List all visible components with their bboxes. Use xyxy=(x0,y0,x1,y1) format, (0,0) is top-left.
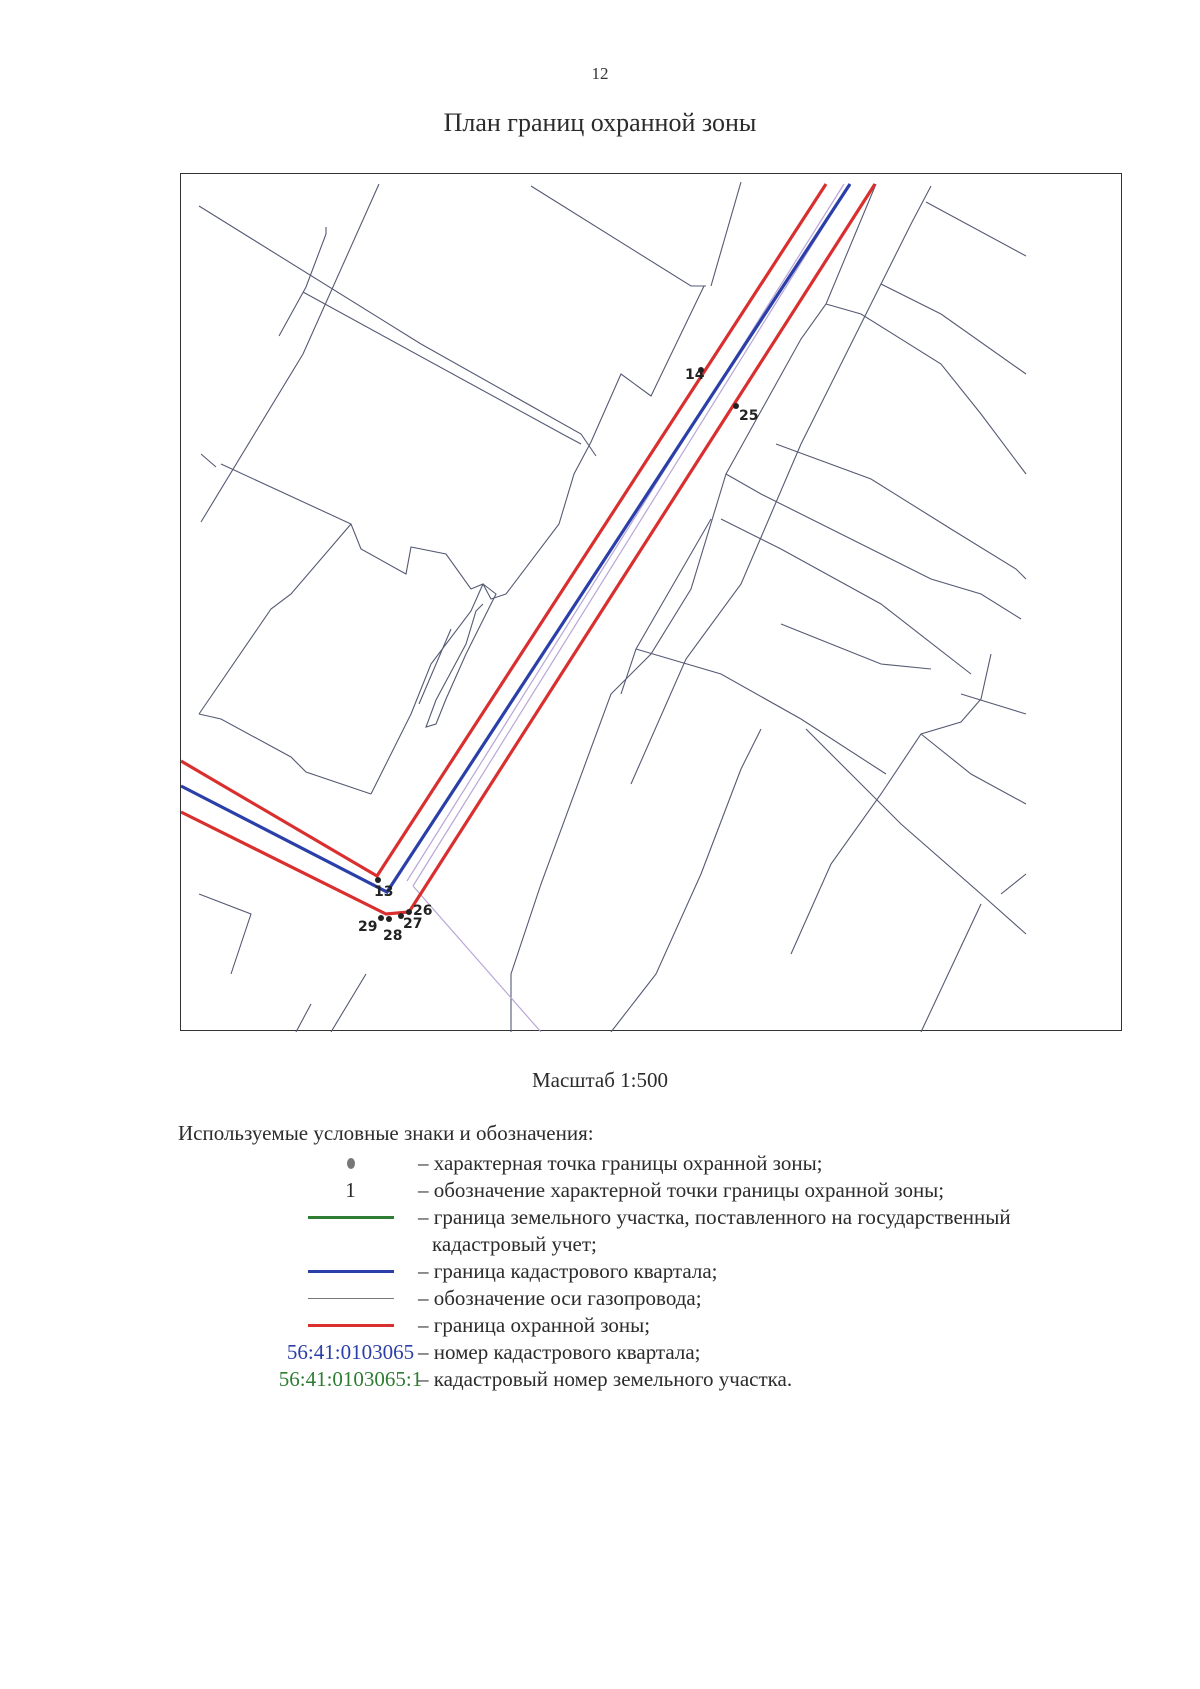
thin-line-icon xyxy=(308,1298,394,1299)
blue-line-icon xyxy=(308,1270,394,1273)
point-label-symbol: 1 xyxy=(345,1178,356,1202)
point-13 xyxy=(375,877,381,883)
point-29 xyxy=(378,915,384,921)
green-line-icon xyxy=(308,1216,394,1219)
quarter-number-symbol: 56:41:0103065 xyxy=(286,1340,415,1364)
red-line-icon xyxy=(308,1324,394,1327)
page-title: План границ охранной зоны xyxy=(443,108,757,137)
point-label-14: 14 xyxy=(685,367,705,383)
cadastral-quarter-boundary xyxy=(181,184,850,892)
page-number: 12 xyxy=(591,64,609,83)
legend-desc-gas-axis: – обозначение оси газопровода; xyxy=(418,1286,702,1310)
legend-row-parcel-number xyxy=(178,1366,1138,1393)
point-26 xyxy=(406,909,412,915)
legend-desc-quarter-boundary: – граница кадастрового квартала; xyxy=(418,1259,718,1283)
legend-desc-quarter-number: – номер кадастрового квартала; xyxy=(418,1340,701,1364)
legend-desc-point: – характерная точка границы охранной зоны; xyxy=(418,1151,823,1175)
legend-row-point xyxy=(178,1150,1138,1177)
legend xyxy=(178,1150,1138,1393)
point-label-26: 26 xyxy=(413,903,433,919)
legend-desc-parcel-boundary: – граница земельного участка, поставленного на государственный xyxy=(418,1205,1011,1229)
point-symbol-icon xyxy=(347,1158,355,1169)
parcel-number-symbol: 56:41:0103065:1 xyxy=(278,1367,423,1391)
gas-pipeline-axis xyxy=(407,184,850,1032)
point-label-13: 13 xyxy=(374,884,394,900)
legend-row-guard-zone xyxy=(178,1312,1138,1339)
point-label-28: 28 xyxy=(383,928,403,944)
point-label-25: 25 xyxy=(739,408,759,424)
legend-desc-point-label: – обозначение характерной точки границы охранной зоны; xyxy=(418,1178,945,1202)
legend-row-parcel-boundary xyxy=(178,1204,1138,1258)
legend-row-quarter-number xyxy=(178,1339,1138,1366)
point-28 xyxy=(386,916,392,922)
map-scale: Масштаб 1:500 xyxy=(531,1068,668,1092)
legend-row-quarter-boundary xyxy=(178,1258,1138,1285)
legend-desc-parcel-boundary-cont: кадастровый учет; xyxy=(432,1232,597,1256)
legend-desc-parcel-number: – кадастровый номер земельного участка. xyxy=(418,1367,793,1391)
point-label-27: 27 xyxy=(403,916,423,932)
guard-zone-boundary xyxy=(181,184,875,914)
parcel-outlines xyxy=(199,182,1026,1032)
boundary-plan-map xyxy=(180,173,1122,1031)
point-label-29: 29 xyxy=(358,919,378,935)
legend-row-point-label xyxy=(178,1177,1138,1204)
legend-desc-guard-zone: – граница охранной зоны; xyxy=(418,1313,651,1337)
legend-row-gas-axis xyxy=(178,1285,1138,1312)
map-drawing xyxy=(181,174,1123,1032)
legend-heading: Используемые условные знаки и обозначения: xyxy=(178,1121,594,1145)
